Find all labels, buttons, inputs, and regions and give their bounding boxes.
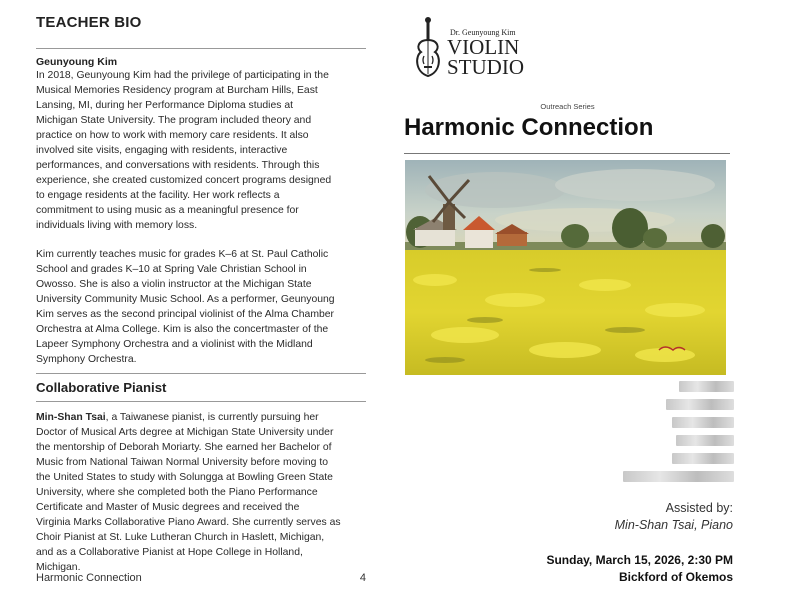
event-date: Sunday, March 15, 2026, 2:30 PM: [546, 553, 733, 567]
bio-line: Kim currently teaches music for grades K–6 at St. Paul Catholic: [36, 249, 329, 260]
redacted-line: [666, 399, 734, 410]
bio-line: Choir Pianist at St. Luke Lutheran Church in Haslett, Michigan,: [36, 532, 325, 543]
bio-line: individuals living with memory loss.: [36, 220, 198, 231]
bio-line: Musical Memories Residency program at Burcham Hills, East: [36, 85, 318, 96]
bio-line: [36, 410, 366, 425]
divider: [36, 48, 366, 49]
pianist-bio: [36, 410, 366, 575]
series-label: Outreach Series: [540, 102, 595, 111]
bio-line: the United States to study with Solungga at Bowling Green State: [36, 472, 333, 483]
violin-studio-logo: [410, 16, 530, 82]
divider: [404, 153, 730, 154]
assisted-label: Assisted by:: [665, 501, 733, 515]
bio-line: Music from National Taiwan Normal University before moving to: [36, 457, 329, 468]
bio-line: practice on how to work with memory care residents. It also: [36, 130, 309, 141]
footer-title: Harmonic Connection: [36, 572, 142, 584]
bio-line: Orchestra at Alma College. Kim is also the concertmaster of the: [36, 324, 329, 335]
bio-line: involved site visits, engaging with residents, interactive: [36, 145, 288, 156]
teacher-bio-heading: TEACHER BIO: [36, 14, 142, 31]
bio-line: Doctor of Musical Arts degree at Michigan State University under: [36, 427, 334, 438]
bio-line: School and grades K–10 at Spring Vale Christian School in: [36, 264, 307, 275]
bio-line-text: , a Taiwanese pianist, is currently pursuing her: [105, 412, 319, 423]
redacted-line: [672, 417, 734, 428]
logo-subtitle: Dr. Geunyoung Kim: [450, 28, 516, 37]
logo-word-studio: STUDIO: [447, 55, 524, 79]
pianist-heading: Collaborative Pianist: [36, 380, 167, 395]
bio-line: commitment to using music as a meaningful presence for: [36, 205, 299, 216]
pianist-name: Min-Shan Tsai: [36, 412, 106, 423]
redacted-line: [672, 453, 734, 464]
program-title: Harmonic Connection: [404, 114, 654, 141]
bio-line: Symphony Orchestra.: [36, 354, 137, 365]
bio-line: In 2018, Geunyoung Kim had the privilege of participating in the: [36, 70, 329, 81]
redacted-line: [679, 381, 734, 392]
violin-icon: [410, 16, 446, 82]
redacted-line: [676, 435, 734, 446]
teacher-bio-column: [36, 14, 366, 575]
bio-line: experience, she created customized concert programs designed: [36, 175, 332, 186]
bio-line: and as a Collaborative Pianist at Hope College in Holland,: [36, 547, 303, 558]
bio-line: Michigan.: [36, 562, 81, 573]
bio-line: to engage residents at the facility. Her work reflects a: [36, 190, 280, 201]
event-venue: Bickford of Okemos: [618, 570, 733, 584]
page-number: 4: [359, 572, 366, 584]
teacher-name: Geunyoung Kim: [36, 56, 118, 68]
bio-line: Lapeer Symphony Orchestra and a violinist with the Midland: [36, 339, 313, 350]
teacher-bio-paragraph-1: [36, 68, 366, 233]
assisted-name: Min-Shan Tsai, Piano: [614, 518, 733, 532]
logo-word-violin: VIOLIN: [447, 35, 520, 59]
landscape-painting: [405, 160, 726, 375]
divider: [36, 373, 366, 374]
teacher-bio-paragraph-2: [36, 247, 366, 367]
bio-line: Virginia Marks Collaborative Piano Award. She currently serves as: [36, 517, 341, 528]
bio-line: University Community Music School. As a performer, Geunyoung: [36, 294, 335, 305]
divider: [36, 401, 366, 402]
bio-line: Certificate and Master of Music degrees and received the: [36, 502, 300, 513]
bio-line: Lansing, MI, during her Performance Diploma studies at: [36, 100, 294, 111]
bio-line: the mentorship of Deborah Moriarty. She earned her Bachelor of: [36, 442, 332, 453]
bio-line: Owosso. She is also a violin instructor at the Michigan State: [36, 279, 312, 290]
bio-line: performances, and conversations with residents. Through this: [36, 160, 320, 171]
bio-line: University, where she completed both the Piano Performance: [36, 487, 318, 498]
redacted-line: [623, 471, 734, 482]
bio-line: Kim serves as the second principal violinist of the Alma Chamber: [36, 309, 334, 320]
bio-line: Michigan State University. The program included theory and: [36, 115, 312, 126]
